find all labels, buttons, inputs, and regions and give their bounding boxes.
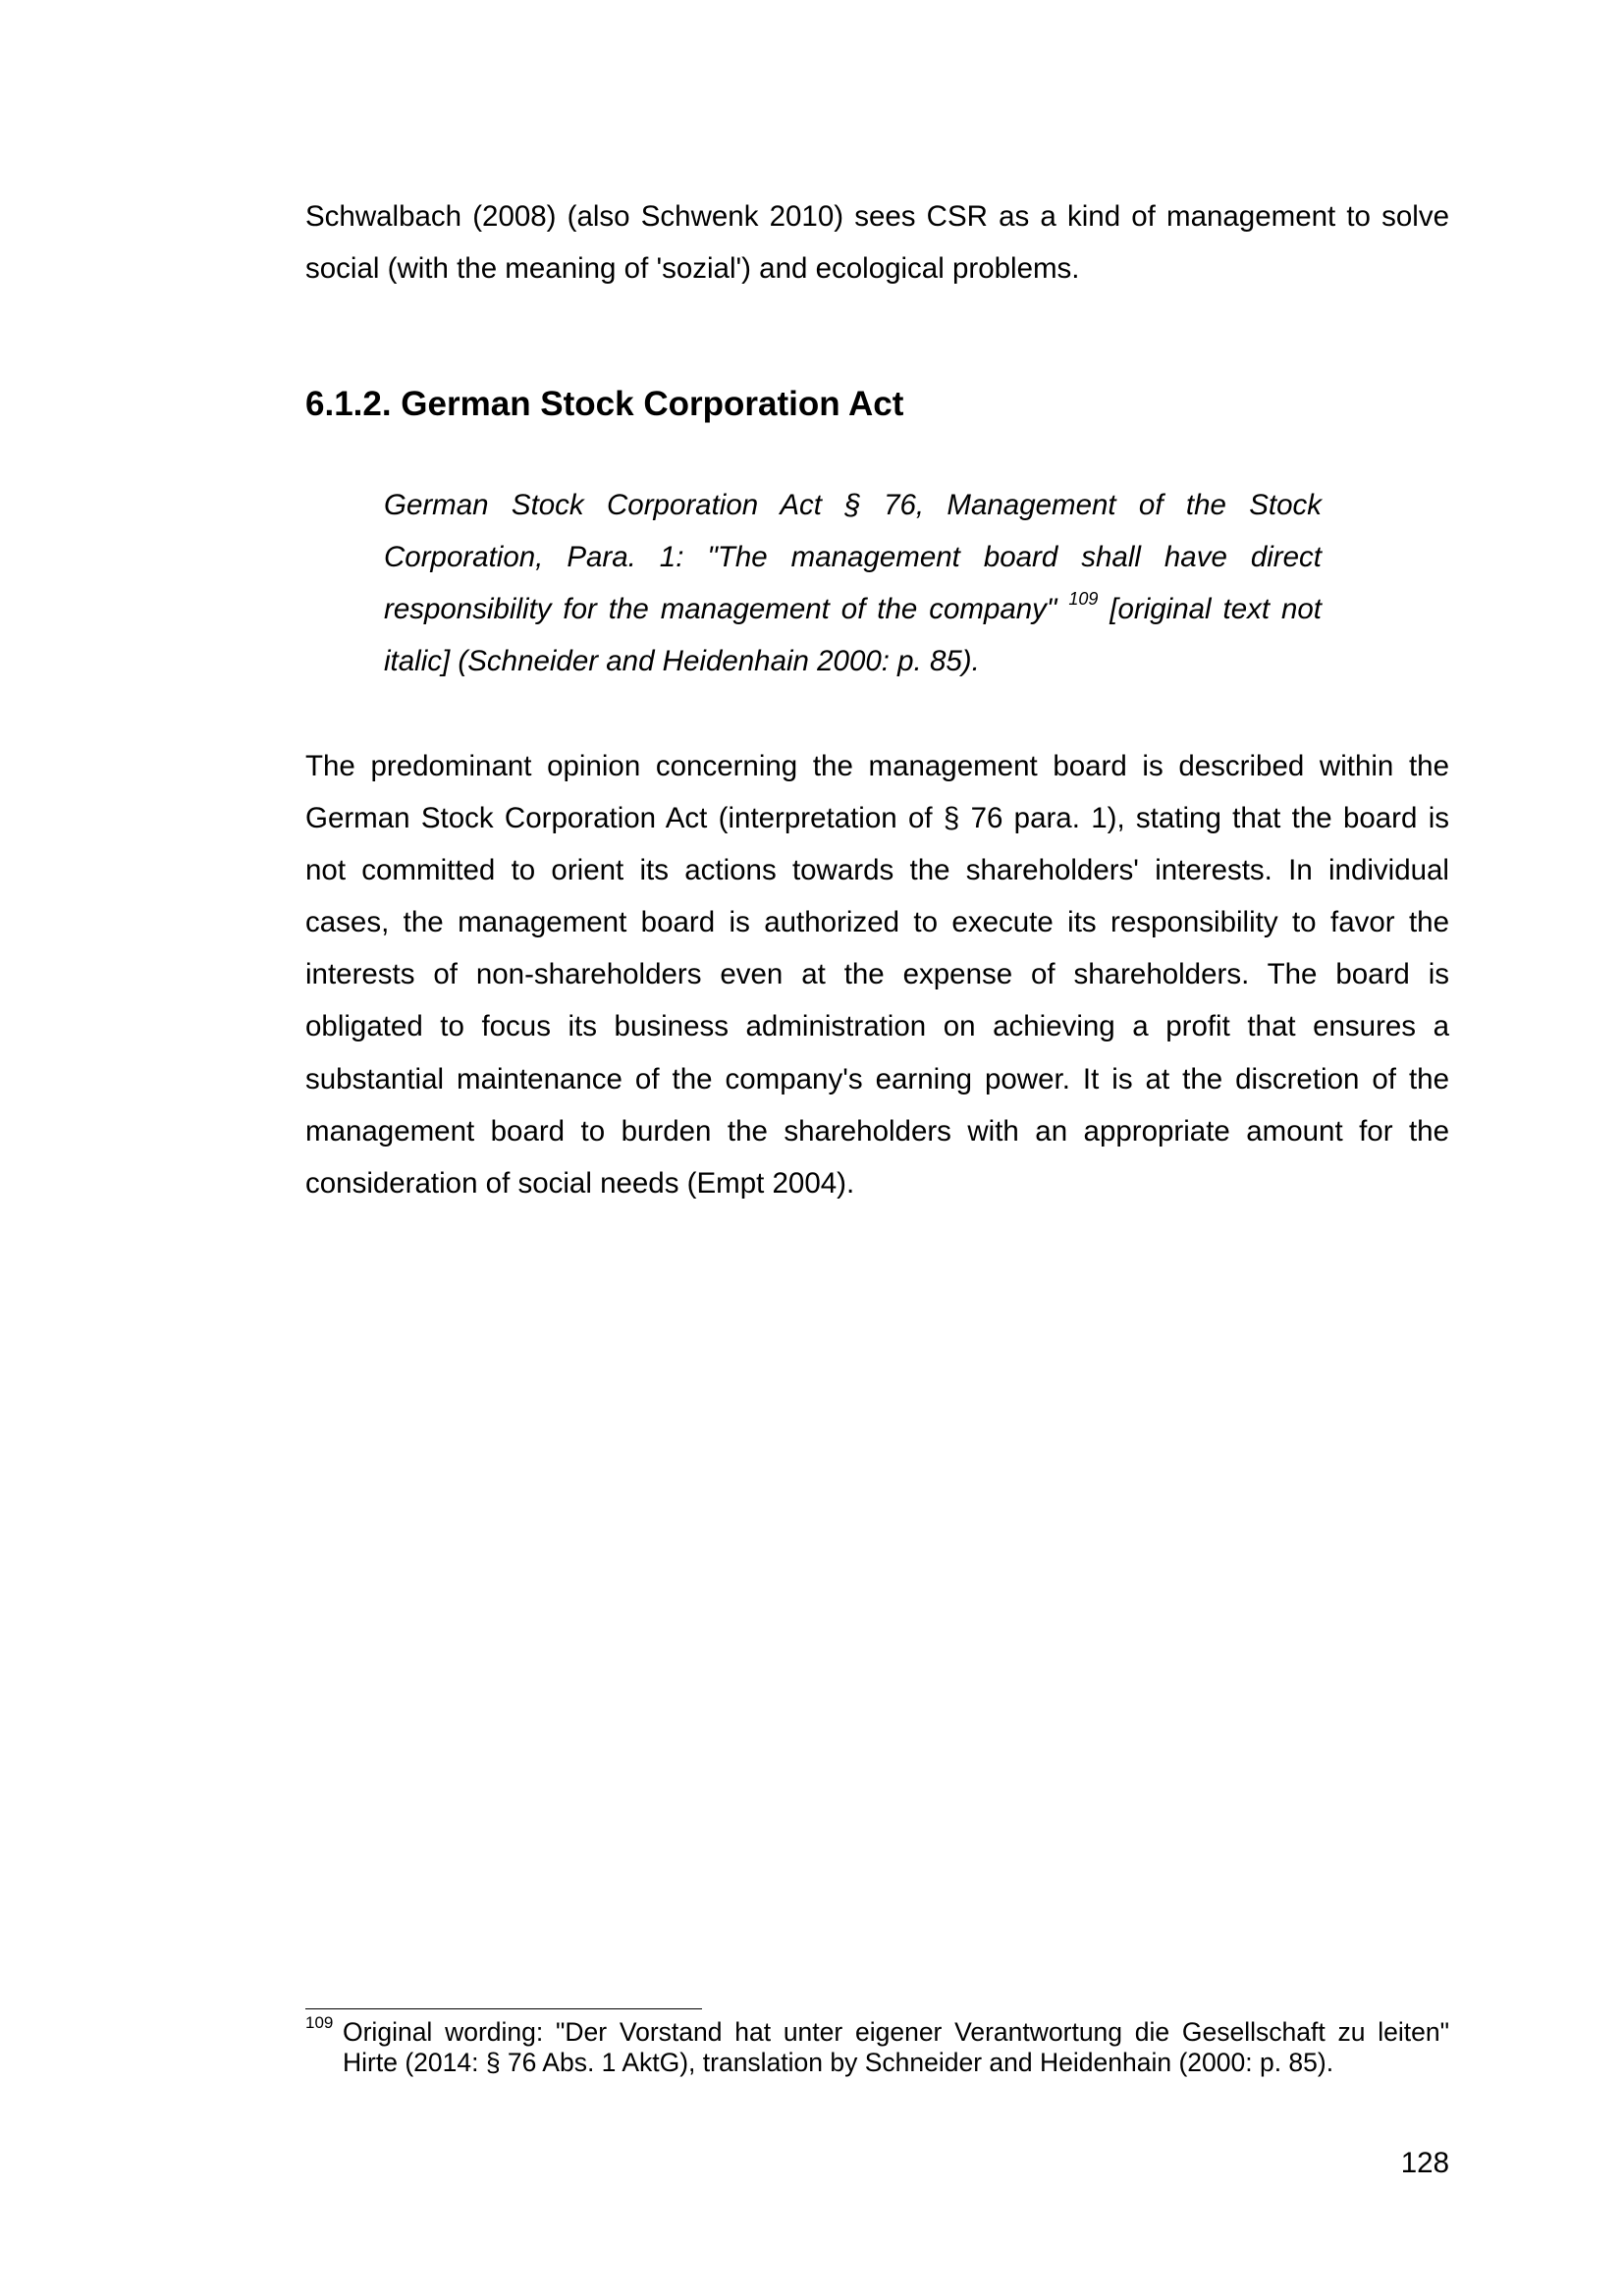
body-paragraph: The predominant opinion concerning the management board is described within the German Stock Corporation Act (interpretation of § 76 para. 1), stating that the board is not committed to orient its actions towards the shareholders' interests. In individual cases, the management board is authorized to execute its responsibility to favor the interests of non-shareholders even at the expense of shareholders. The board is obligated to focus its business administration on achieving a profit that ensures a substantial maintenance of the company's earning power. It is at the discretion of the management board to burden the shareholders with an appropriate amount for the consideration of social needs (Empt 2004). (305, 750, 1449, 1200)
footnote (305, 2013, 1449, 2078)
footnote-text: Original wording: "Der Vorstand hat unter eigener Verantwortung die Gesellschaft zu leiten" Hirte (2014: § 76 Abs. 1 AktG), translation by Schneider and Heidenhain (2000: p. 85). (343, 2017, 1449, 2077)
block-quote-citation: [original text not italic] (Schneider and Heidenhain 2000: p. 85). (384, 593, 1322, 677)
page-number: 128 (1400, 2147, 1449, 2179)
block-quote-text: German Stock Corporation Act § 76, Management of the Stock Corporation, Para. 1: "The management board shall have direct responsibility for the management of the company" (384, 489, 1322, 625)
footnote-number: 109 (305, 2013, 334, 2032)
block-quote (384, 479, 1322, 687)
footnote-reference: 109 (1068, 589, 1099, 609)
footnote-divider (305, 2008, 702, 2009)
intro-paragraph: Schwalbach (2008) (also Schwenk 2010) sees CSR as a kind of management to solve social (with the meaning of 'sozial') and ecological problems. (305, 200, 1449, 285)
section-heading: 6.1.2. German Stock Corporation Act (305, 385, 904, 423)
